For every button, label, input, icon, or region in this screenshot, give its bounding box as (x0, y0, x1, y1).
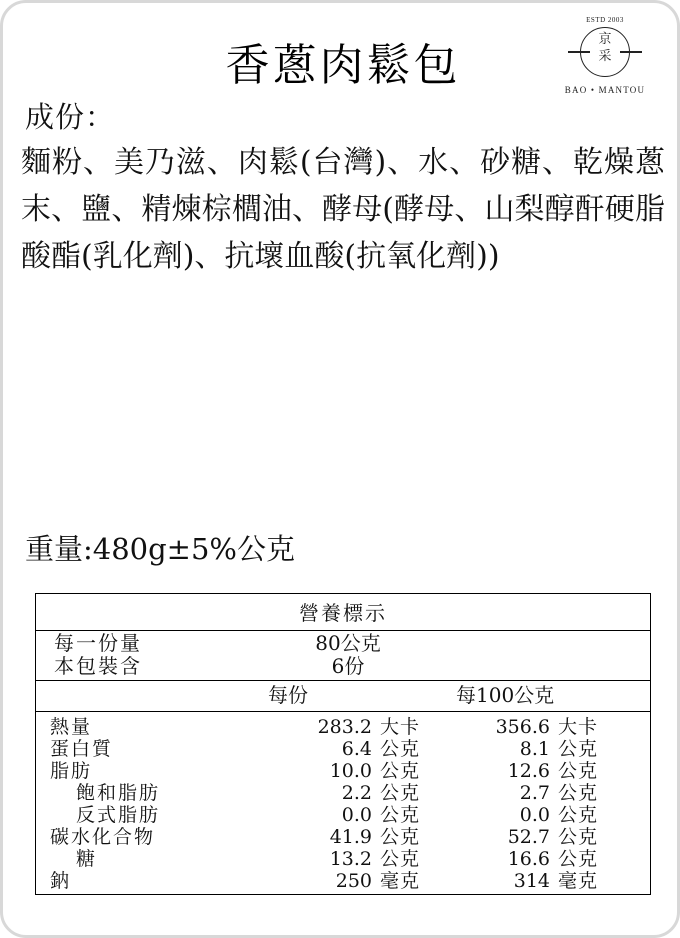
nutrient-value-per-100g: 0.0 (519, 804, 550, 826)
nutrient-unit-per-serving: 公克 (380, 760, 421, 782)
nutrient-name: 蛋白質 (50, 738, 114, 760)
nutrient-unit-per-100g: 公克 (558, 738, 599, 760)
nutrient-unit-per-serving: 公克 (380, 738, 421, 760)
nutrition-rows (36, 712, 650, 894)
ingredients-text: 麵粉、美乃滋、肉鬆(台灣)、水、砂糖、乾燥蔥末、鹽、精煉棕櫚油、酵母(酵母、山梨醇酐硬脂酸酯(乳化劑)、抗壞血酸(抗氧化劑)) (21, 145, 665, 274)
serving-size-label: 每一份量 (54, 631, 142, 655)
nutrition-row (36, 848, 650, 870)
nutrition-row (36, 804, 650, 826)
nutrient-value-per-100g: 2.7 (519, 782, 550, 804)
nutrition-row (36, 716, 650, 738)
nutrient-unit-per-serving: 公克 (380, 782, 421, 804)
nutrient-unit-per-serving: 大卡 (380, 716, 421, 738)
nutrient-name: 飽和脂肪 (76, 782, 161, 804)
nutrient-value-per-serving: 10.0 (329, 760, 372, 782)
net-weight-text: 重量:480g±5%公克 (25, 532, 295, 566)
nutrient-unit-per-100g: 公克 (558, 804, 599, 826)
nutrient-unit-per-serving: 毫克 (380, 870, 421, 892)
nutrient-value-per-serving: 6.4 (341, 738, 372, 760)
nutrient-name: 脂肪 (50, 760, 93, 782)
logo-char-top: 京 (598, 32, 612, 47)
serving-size-value: 80公克 (315, 631, 381, 655)
header-per-serving: 每份 (268, 683, 308, 707)
servings-per-pack-label: 本包裝含 (54, 654, 142, 678)
nutrient-value-per-100g: 12.6 (507, 760, 550, 782)
nutrition-row (36, 870, 650, 892)
nutrient-name: 碳水化合物 (50, 826, 156, 848)
logo-char-bottom: 采 (598, 49, 612, 64)
logo-subtitle: BAO • MANTOU (564, 85, 646, 95)
nutrient-value-per-serving: 41.9 (329, 826, 372, 848)
nutrient-name: 反式脂肪 (76, 804, 161, 826)
header-per-100g: 每100公克 (456, 683, 555, 707)
nutrient-unit-per-100g: 公克 (558, 782, 599, 804)
nutrient-unit-per-100g: 大卡 (558, 716, 599, 738)
nutrient-name: 糖 (76, 848, 98, 870)
nutrient-value-per-serving: 283.2 (317, 716, 372, 738)
nutrition-column-headers (36, 681, 650, 712)
nutrient-value-per-100g: 16.6 (507, 848, 550, 870)
nutrient-value-per-100g: 314 (513, 870, 550, 892)
nutrient-unit-per-serving: 公克 (380, 804, 421, 826)
nutrient-value-per-100g: 52.7 (507, 826, 550, 848)
nutrient-name: 鈉 (50, 870, 72, 892)
nutrient-unit-per-serving: 公克 (380, 848, 421, 870)
serving-size-row (36, 632, 650, 655)
nutrient-unit-per-100g: 公克 (558, 760, 599, 782)
ingredients-label: 成份： (25, 100, 116, 134)
header-spacer (36, 683, 268, 708)
nutrition-row (36, 738, 650, 760)
nutrition-row (36, 782, 650, 804)
nutrition-table (35, 593, 651, 895)
servings-per-pack-value: 6份 (331, 654, 365, 678)
nutrient-unit-per-100g: 公克 (558, 848, 599, 870)
nutrient-unit-per-serving: 公克 (380, 826, 421, 848)
nutrition-row (36, 826, 650, 848)
serving-info (36, 631, 650, 681)
logo-estd-text: ESTD 2003 (586, 16, 624, 24)
nutrient-name: 熱量 (50, 716, 93, 738)
nutrient-value-per-serving: 250 (335, 870, 372, 892)
nutrient-unit-per-100g: 毫克 (558, 870, 599, 892)
nutrition-row (36, 760, 650, 782)
nutrient-value-per-serving: 13.2 (329, 848, 372, 870)
nutrient-value-per-100g: 356.6 (495, 716, 550, 738)
servings-per-pack-row (36, 655, 650, 678)
label-inner (3, 3, 680, 938)
nutrient-value-per-serving: 2.2 (341, 782, 372, 804)
nutrient-value-per-serving: 0.0 (341, 804, 372, 826)
nutrient-unit-per-100g: 公克 (558, 826, 599, 848)
nutrition-title: 營養標示 (36, 594, 650, 631)
product-title: 香蔥肉鬆包 (225, 40, 461, 91)
nutrient-value-per-100g: 8.1 (519, 738, 550, 760)
